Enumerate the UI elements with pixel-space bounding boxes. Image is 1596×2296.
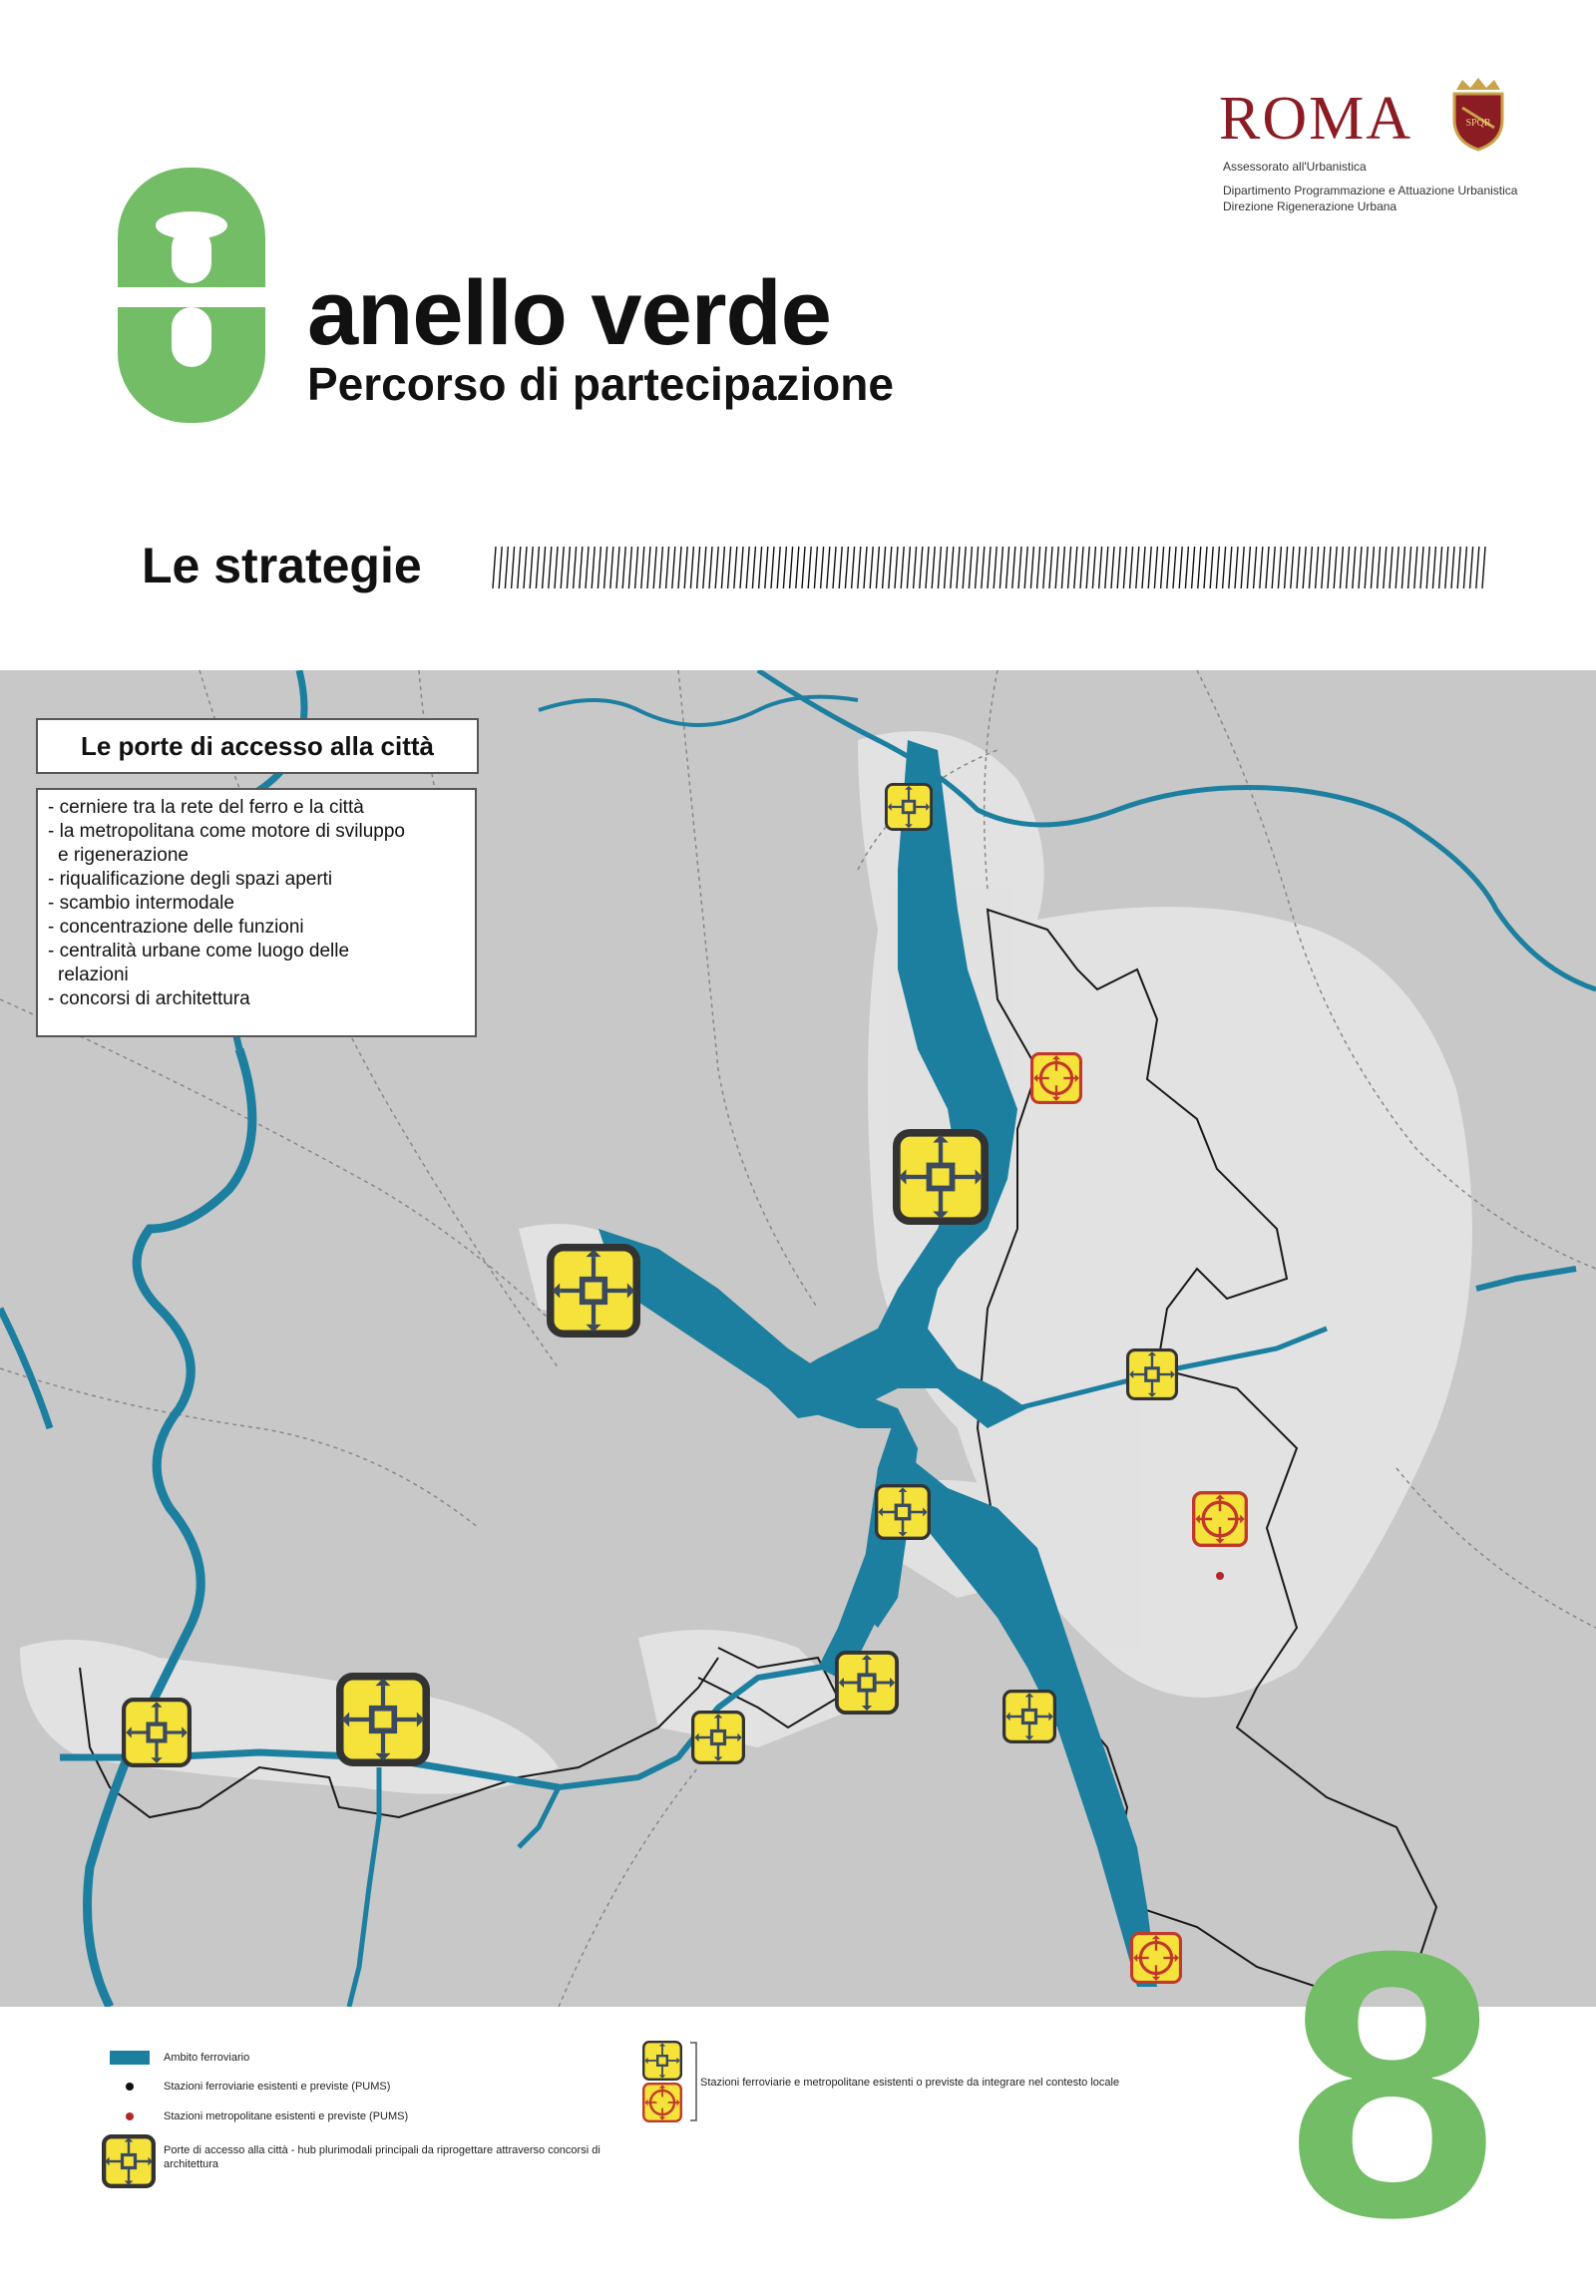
legend-bracket bbox=[688, 2041, 700, 2122]
dipartimento-text: Dipartimento Programmazione e Attuazione Urbanistica bbox=[1223, 184, 1518, 197]
local-station-icon bbox=[837, 1653, 897, 1713]
hatch-divider bbox=[491, 545, 1488, 592]
roma-logo-text: ROMA bbox=[1219, 85, 1413, 153]
list-item: - centralità urbane come luogo delle bbox=[48, 941, 350, 961]
page-subtitle: Percorso di partecipazione bbox=[307, 358, 894, 410]
local-station-icon bbox=[1128, 1350, 1177, 1399]
roma-crest-icon bbox=[1448, 76, 1508, 152]
page-number: 8 bbox=[1287, 1872, 1498, 2296]
section-title: Le strategie bbox=[142, 538, 422, 593]
rail-area-swatch bbox=[110, 2051, 150, 2065]
svg-text:SPQR: SPQR bbox=[1465, 118, 1491, 129]
assessorato-text: Assessorato all'Urbanistica bbox=[1223, 160, 1367, 174]
local-station-icon bbox=[693, 1713, 744, 1763]
list-item: - concentrazione delle funzioni bbox=[48, 917, 304, 938]
metro-station-dot-icon bbox=[124, 2110, 136, 2122]
metro-station-icon bbox=[1194, 1493, 1247, 1546]
list-item: - riqualificazione degli spazi aperti bbox=[48, 869, 333, 890]
legend-gates-cont: architettura bbox=[164, 2158, 219, 2170]
local-station-icon bbox=[1004, 1692, 1055, 1742]
legend-rail-area: Ambito ferroviario bbox=[164, 2052, 250, 2064]
metro-station-icon bbox=[1132, 1934, 1181, 1983]
legend-rail-stations: Stazioni ferroviarie esistenti e previste (PUMS) bbox=[164, 2081, 391, 2093]
gate-hub-icon bbox=[551, 1248, 636, 1334]
info-box-title: Le porte di accesso alla città bbox=[36, 718, 479, 774]
direzione-text: Direzione Rigenerazione Urbana bbox=[1223, 199, 1397, 213]
legend-local-stations: Stazioni ferroviarie e metropolitane esistenti o previste da integrare nel contesto locale bbox=[700, 2077, 1120, 2089]
anello-verde-logo-icon bbox=[118, 168, 267, 423]
metro-station-icon bbox=[642, 2083, 682, 2122]
metro-station-icon bbox=[1032, 1054, 1081, 1103]
local-station-icon bbox=[642, 2041, 682, 2081]
local-station-icon bbox=[124, 1700, 190, 1765]
gate-hub-icon bbox=[340, 1677, 426, 1762]
page-title: anello verde bbox=[307, 262, 831, 364]
gate-hub-icon bbox=[102, 2134, 156, 2188]
list-item: relazioni bbox=[58, 964, 129, 985]
info-box-list bbox=[36, 788, 477, 1037]
rail-station-dot-icon bbox=[124, 2081, 136, 2093]
local-station-icon bbox=[886, 784, 931, 829]
list-item: e rigenerazione bbox=[58, 845, 189, 866]
legend-gates: Porte di accesso alla città - hub plurimodali principali da riprogettare attraverso concorsi di bbox=[164, 2144, 600, 2156]
list-item: - cerniere tra la rete del ferro e la città bbox=[48, 797, 364, 818]
list-item: - la metropolitana come motore di sviluppo bbox=[48, 821, 406, 842]
list-item: - concorsi di architettura bbox=[48, 988, 250, 1009]
local-station-icon bbox=[877, 1486, 930, 1539]
gate-hub-icon bbox=[897, 1133, 985, 1221]
list-item: - scambio intermodale bbox=[48, 893, 234, 914]
legend-metro-stations: Stazioni metropolitane esistenti e previste (PUMS) bbox=[164, 2110, 409, 2122]
